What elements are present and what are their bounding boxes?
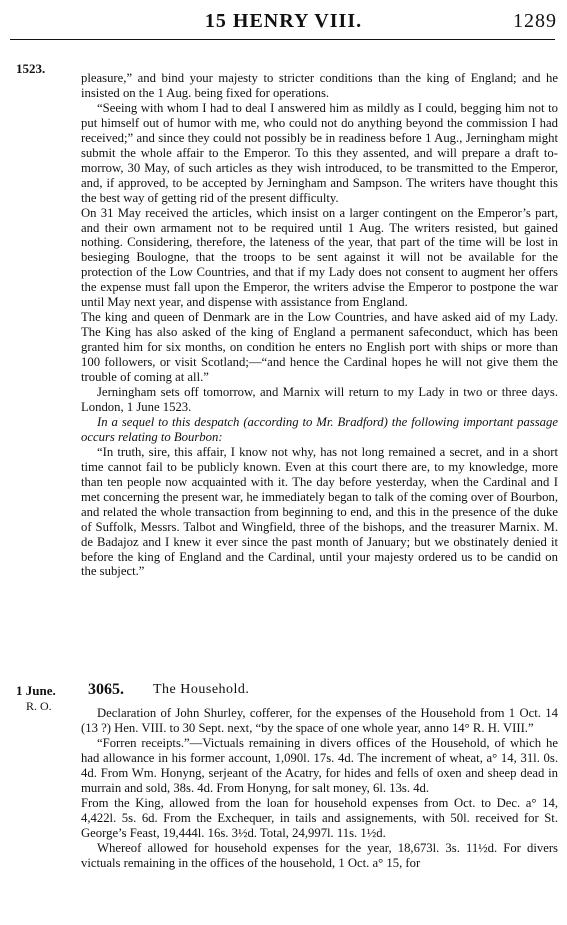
- paragraph: On 31 May received the articles, which insist on a larger contingent on the Emperor’s part, and their own armament not to be required until 1 Aug. The writers resisted, but gained nothing. Considering, therefore, the lateness of the year, that part of the time will be lost in besieging Boulogne, that the troops to be sent against it will not be available for the protection of the Low Countries, and that if my Lady does not consent to augment her offers the expense must fall upon the Emperor, the writers advise the Emperor to postpone the war until May next year, and dispense with assistance from England.: [81, 205, 558, 310]
- entry-number: 3065.: [88, 681, 124, 698]
- entry-reference: R. O.: [26, 699, 52, 713]
- entry-date: 1 June.: [16, 683, 56, 698]
- page-number: 1289: [513, 10, 557, 32]
- paragraph: Jerningham sets off tomorrow, and Marnix will return to my Lady in two or three days. London, 1 June 1523.: [81, 385, 558, 414]
- paragraph: From the King, allowed from the loan for household expenses from Oct. to Dec. a° 14, 4,422l. 5s. 6d. From the Exchequer, in tails and assignements, with 50l. received for St. George’s Feast, 19,444l. 16s. 3½d. Total, 24,997l. 11s. 1½d.: [81, 795, 558, 840]
- paragraph: “Forren receipts.”—Victuals remaining in divers offices of the Household, of which he had allowance in his former account, 1,090l. 17s. 4d. The increment of wheat, a° 14, 31l. 0s. 4d. From Wm. Honyng, serjeant of the Acatry, for hides and fells of oxen and sheep dead in murrain and sold, 38s. 4d. From Honyng, for salt money, 6l. 13s. 4d.: [81, 735, 558, 795]
- entry-body: [81, 706, 558, 870]
- margin-year: 1523.: [16, 61, 46, 76]
- editorial-note-text: In a sequel to this despatch (according to Mr. Bradford) the following important passage occurs relating to Bourbon:: [81, 414, 558, 444]
- header-rule: [10, 39, 555, 40]
- running-title: 15 HENRY VIII.: [204, 10, 363, 32]
- quoted-passage: “In truth, sire, this affair, I know not why, has not long remained a secret, and in a short time cannot fail to be publicly known. Even at this court there are, to my knowledge, more than ten people now acquainted with it. The day before yesterday, when the Cardinal and I met concerning the present war, he immediately began to talk of the coming over of Bourbon, and related the whole transaction from beginning to end, and this in the presence of the duke of Suffolk, Messrs. Talbot and Wingfield, three of the bishops, and the treasurer Marnix. M. de Badajoz and I knew it ever since the past month of January; but we obstinately denied it before the king of England and the Cardinal, until your majesty ordered us to be candid on the subject.”: [81, 444, 558, 579]
- paragraph: Declaration of John Shurley, cofferer, for the expenses of the Household from 1 Oct. 14 (13 ?) Hen. VIII. to 30 Sept. next, “by the space of one whole year, anno 14° R. H. VIII.”: [81, 706, 558, 735]
- entry-title: The Household.: [153, 682, 250, 697]
- paragraph: Whereof allowed for household expenses for the year, 18,673l. 3s. 11½d. For divers victuals remaining in the offices of the household, 1 Oct. a° 15, for: [81, 840, 558, 870]
- paragraph: pleasure,” and bind your majesty to stricter conditions than the king of England; and he insisted on the 1 Aug. being fixed for operations.: [81, 71, 558, 100]
- paragraph: The king and queen of Denmark are in the Low Countries, and have asked aid of my Lady. The King has also asked of the king of England a permanent safeconduct, which has been granted him for six months, on condition he enters no English port with ships or more than 100 followers, or visit Scotland;—“and hence the Cardinal hopes he will not give them the trouble of coming at all.”: [81, 310, 558, 385]
- editorial-note: [81, 415, 558, 445]
- letter-body: [81, 71, 558, 579]
- paragraph: “Seeing with whom I had to deal I answered him as mildly as I could, begging him not to put himself out of humor with me, who could not do anything beyond the commission I had received;” and since they could not possibly be in readiness before 1 Aug., Jerningham might submit the whole affair to the Emperor. To this they assented, and will prepare a draft to-morrow, 30 May, of such articles as they wish introduced, to be transmitted to the Emperor, and, if approved, to be accepted by Jerningham and Sampson. The writers have thought this the best way of getting rid of the present difficulty.: [81, 100, 558, 205]
